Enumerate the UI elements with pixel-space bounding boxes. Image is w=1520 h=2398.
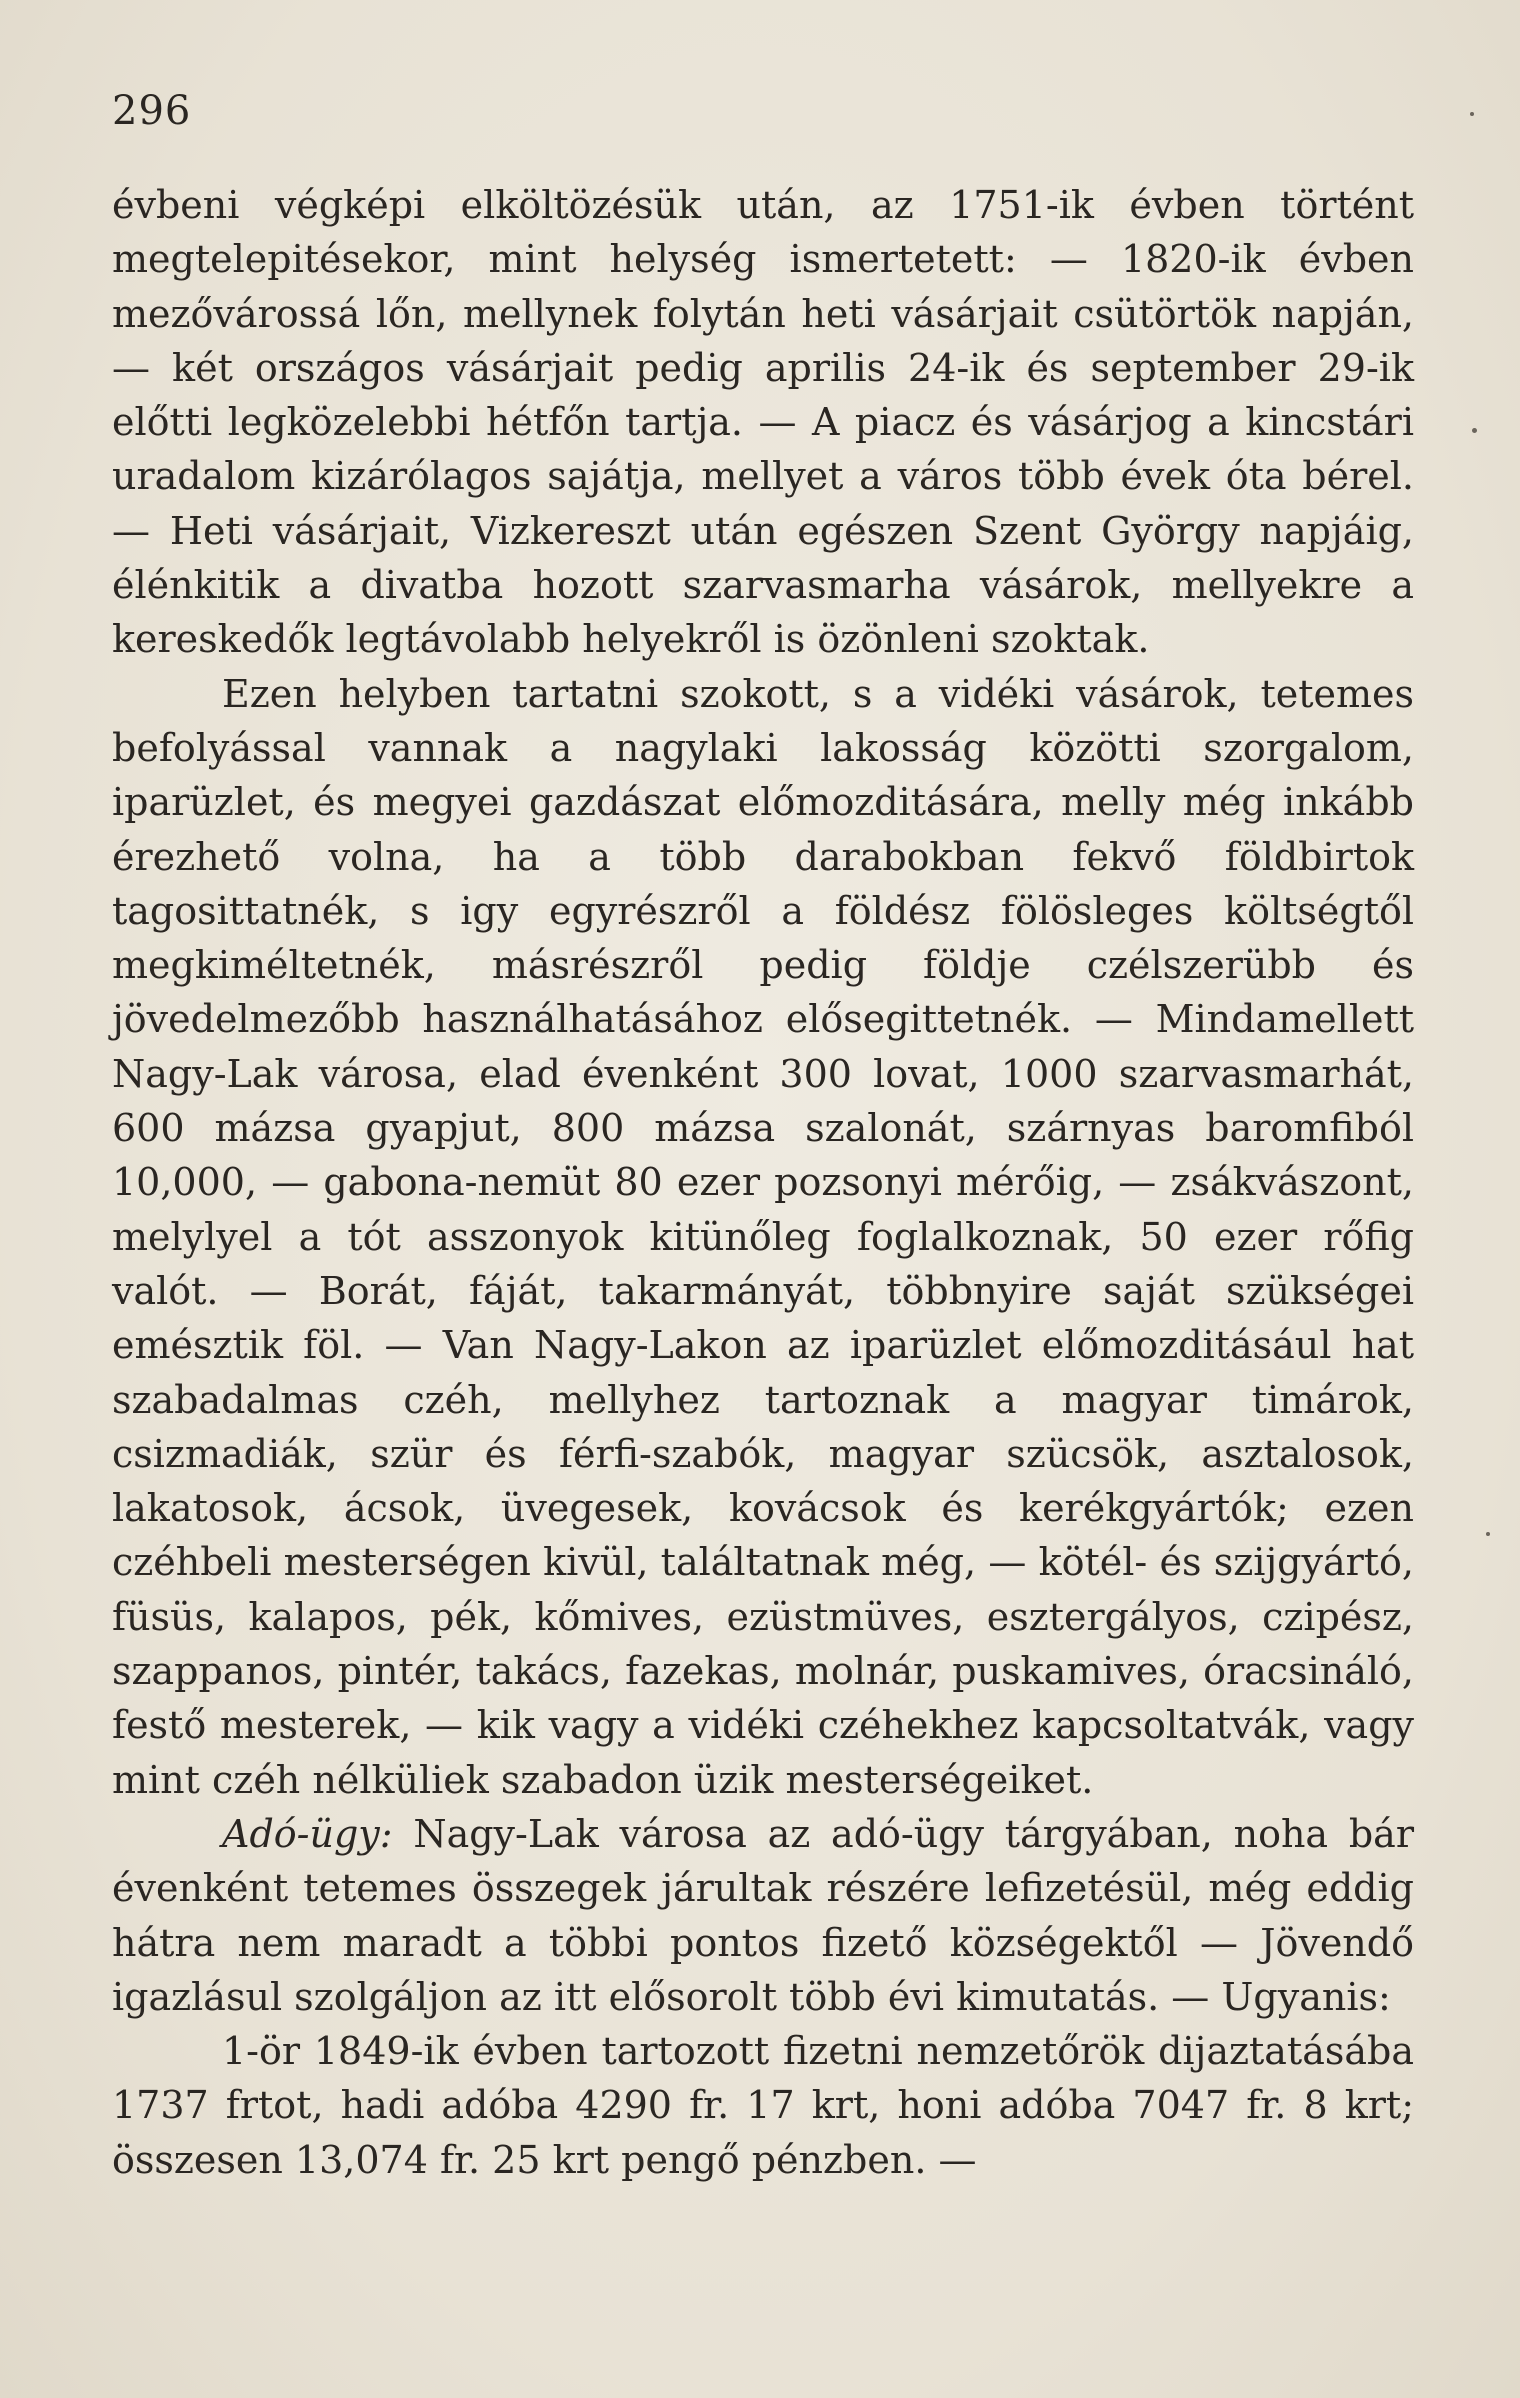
paragraph-ado-ugy <box>112 1807 1414 2024</box>
paragraph-text: Ezen helyben tartatni szokott, s a vidéki vásárok, tetemes befolyással vannak a nagylaki lakosság közötti szorgalom, iparüzlet, és megyei gazdászat előmozditására, melly még inkább érezhető volna, ha a több darabokban fekvő földbirtok tagosittatnék, s igy egyrészről a földész fölösleges költségtől megkiméltetnék, másrészről pedig földje czélszerübb és jövedelmezőbb használhatásához elősegittetnék. — Mindamellett Nagy-Lak városa, elad évenként 300 lovat, 1000 szarvasmarhát, 600 mázsa gyapjut, 800 mázsa szalonát, szárnyas baromfiból 10,000, — gabona-nemüt 80 ezer pozsonyi mérőig, — zsákvászont, melylyel a tót asszonyok kitünőleg foglalkoznak, 50 ezer rőfig valót. — Borát, fáját, takarmányát, többnyire saját szükségei emésztik föl. — Van Nagy-Lakon az iparüzlet előmozditásául hat szabadalmas czéh, mellyhez tartoznak a magyar timárok, csizmadiák, szür és férfi-szabók, magyar szücsök, asztalosok, lakatosok, ácsok, üvegesek, kovácsok és kerékgyártók; ezen czéhbeli mesterségen kivül, találtatnak még, — kötél- és szijgyártó, füsüs, kalapos, pék, kőmives, ezüstmüves, esztergályos, czipész, szappanos, pintér, takács, fazekas, molnár, puskamives, óracsináló, festő mesterek, — kik vagy a vidéki czéhekhez kapcsoltatvák, vagy mint czéh nélküliek szabadon üzik mesterségeiket. <box>112 671 1414 1802</box>
paragraph-text: évbeni végképi elköltözésük után, az 1751-ik évben történt megtelepitésekor, mint helység ismertetett: — 1820-ik évben mezővárossá lőn, mellynek folytán heti vásárjait csütörtök napján, — két országos vásárjait pedig aprilis 24-ik és september 29-ik előtti legközelebbi hétfőn tartja. — A piacz és vásárjog a kincstári uradalom kizárólagos sajátja, mellyet a város több évek óta bérel. — Heti vásárjait, Vizkereszt után egészen Szent György napjáig, élénkitik a divatba hozott szarvasmarha vásárok, mellyekre a kereskedők legtávolabb helyekről is özönleni szoktak. <box>112 183 1414 662</box>
paragraph-1849-tax <box>112 2024 1414 2187</box>
paper-speck <box>1472 428 1477 433</box>
section-lead: Adó-ügy: <box>222 1811 393 1856</box>
paragraph-vasarok <box>112 178 1414 667</box>
paragraph-text: 1-ör 1849-ik évben tartozott fizetni nemzetőrök dijaztatásába 1737 frtot, hadi adóba 4290 fr. 17 krt, honi adóba 7047 fr. 8 krt; összesen 13,074 fr. 25 krt pengő pénzben. — <box>112 2029 1414 2182</box>
paper-speck <box>1470 112 1474 116</box>
body-text <box>112 178 1414 2187</box>
page-number: 296 <box>112 88 192 134</box>
paragraph-iparuzlet <box>112 667 1414 1807</box>
paragraph-text: Nagy-Lak városa az adó-ügy tárgyában, noha bár évenként tetemes összegek járultak részére lefizetésül, még eddig hátra nem maradt a többi pontos fizető községektől — Jövendő igazlásul szolgáljon az itt elősorolt több évi kimutatás. — Ugyanis: <box>112 1811 1414 2019</box>
paper-speck <box>1486 1532 1490 1536</box>
